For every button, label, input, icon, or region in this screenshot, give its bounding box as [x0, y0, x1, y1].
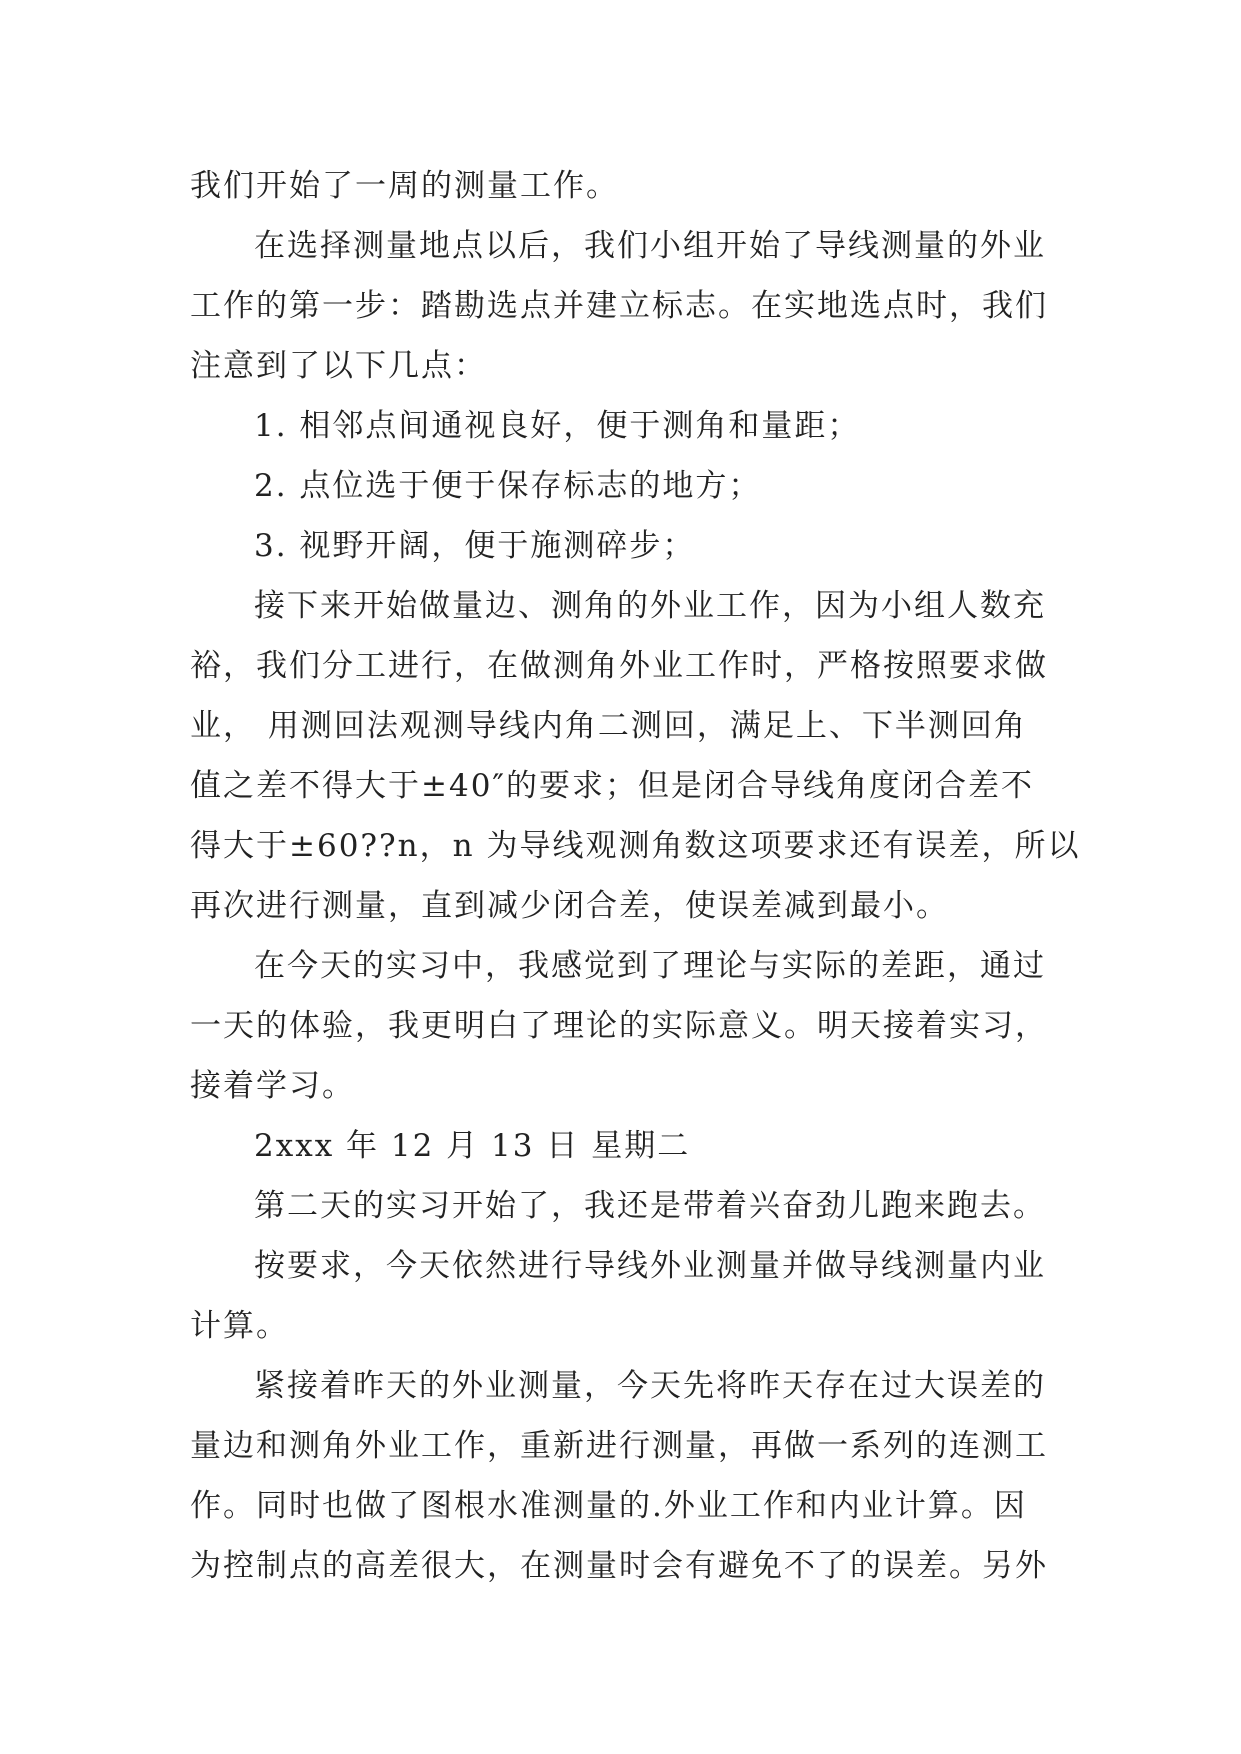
date-heading: 2xxx 年 12 月 13 日 星期二: [254, 1128, 691, 1164]
list-item: 3. 视野开阔，便于施测碎步；: [254, 528, 696, 564]
paragraph-start-line: 在选择测量地点以后，我们小组开始了导线测量的外业: [254, 228, 1046, 264]
text-line: 工作的第一步：踏勘选点并建立标志。在实地选点时，我们: [190, 288, 1048, 324]
text-line: 计算。: [190, 1308, 289, 1344]
body-text: [190, 156, 1081, 1596]
text-line: 再次进行测量，直到减少闭合差，使误差减到最小。: [190, 888, 949, 924]
paragraph-start-line: 接下来开始做量边、测角的外业工作，因为小组人数充: [254, 588, 1046, 624]
paragraph-start-line: 第二天的实习开始了，我还是带着兴奋劲儿跑来跑去。: [254, 1188, 1046, 1224]
text-line: 得大于±60??n，n 为导线观测角数这项要求还有误差，所以: [190, 828, 1081, 864]
paragraph-start-line: 紧接着昨天的外业测量，今天先将昨天存在过大误差的: [254, 1368, 1046, 1404]
list-item: 1. 相邻点间通视良好，便于测角和量距；: [254, 408, 861, 444]
text-line: 量边和测角外业工作，重新进行测量，再做一系列的连测工: [190, 1428, 1048, 1464]
text-line: 作。同时也做了图根水准测量的.外业工作和内业计算。因: [190, 1488, 1027, 1524]
paragraph-start-line: 在今天的实习中，我感觉到了理论与实际的差距，通过: [254, 948, 1046, 984]
list-item: 2. 点位选于便于保存标志的地方；: [254, 468, 762, 504]
text-line: 裕，我们分工进行，在做测角外业工作时，严格按照要求做: [190, 648, 1048, 684]
text-line: 为控制点的高差很大，在测量时会有避免不了的误差。另外: [190, 1548, 1048, 1584]
text-line: 一天的体验，我更明白了理论的实际意义。明天接着实习，: [190, 1008, 1048, 1044]
text-line: 接着学习。: [190, 1068, 355, 1104]
text-line: 业， 用测回法观测导线内角二测回，满足上、下半测回角: [190, 708, 1027, 744]
text-line: 值之差不得大于±40″的要求；但是闭合导线角度闭合差不: [190, 768, 1034, 804]
text-line: 注意到了以下几点：: [190, 348, 487, 384]
text-line: 我们开始了一周的测量工作。: [190, 168, 619, 204]
paragraph-start-line: 按要求，今天依然进行导线外业测量并做导线测量内业: [254, 1248, 1046, 1284]
